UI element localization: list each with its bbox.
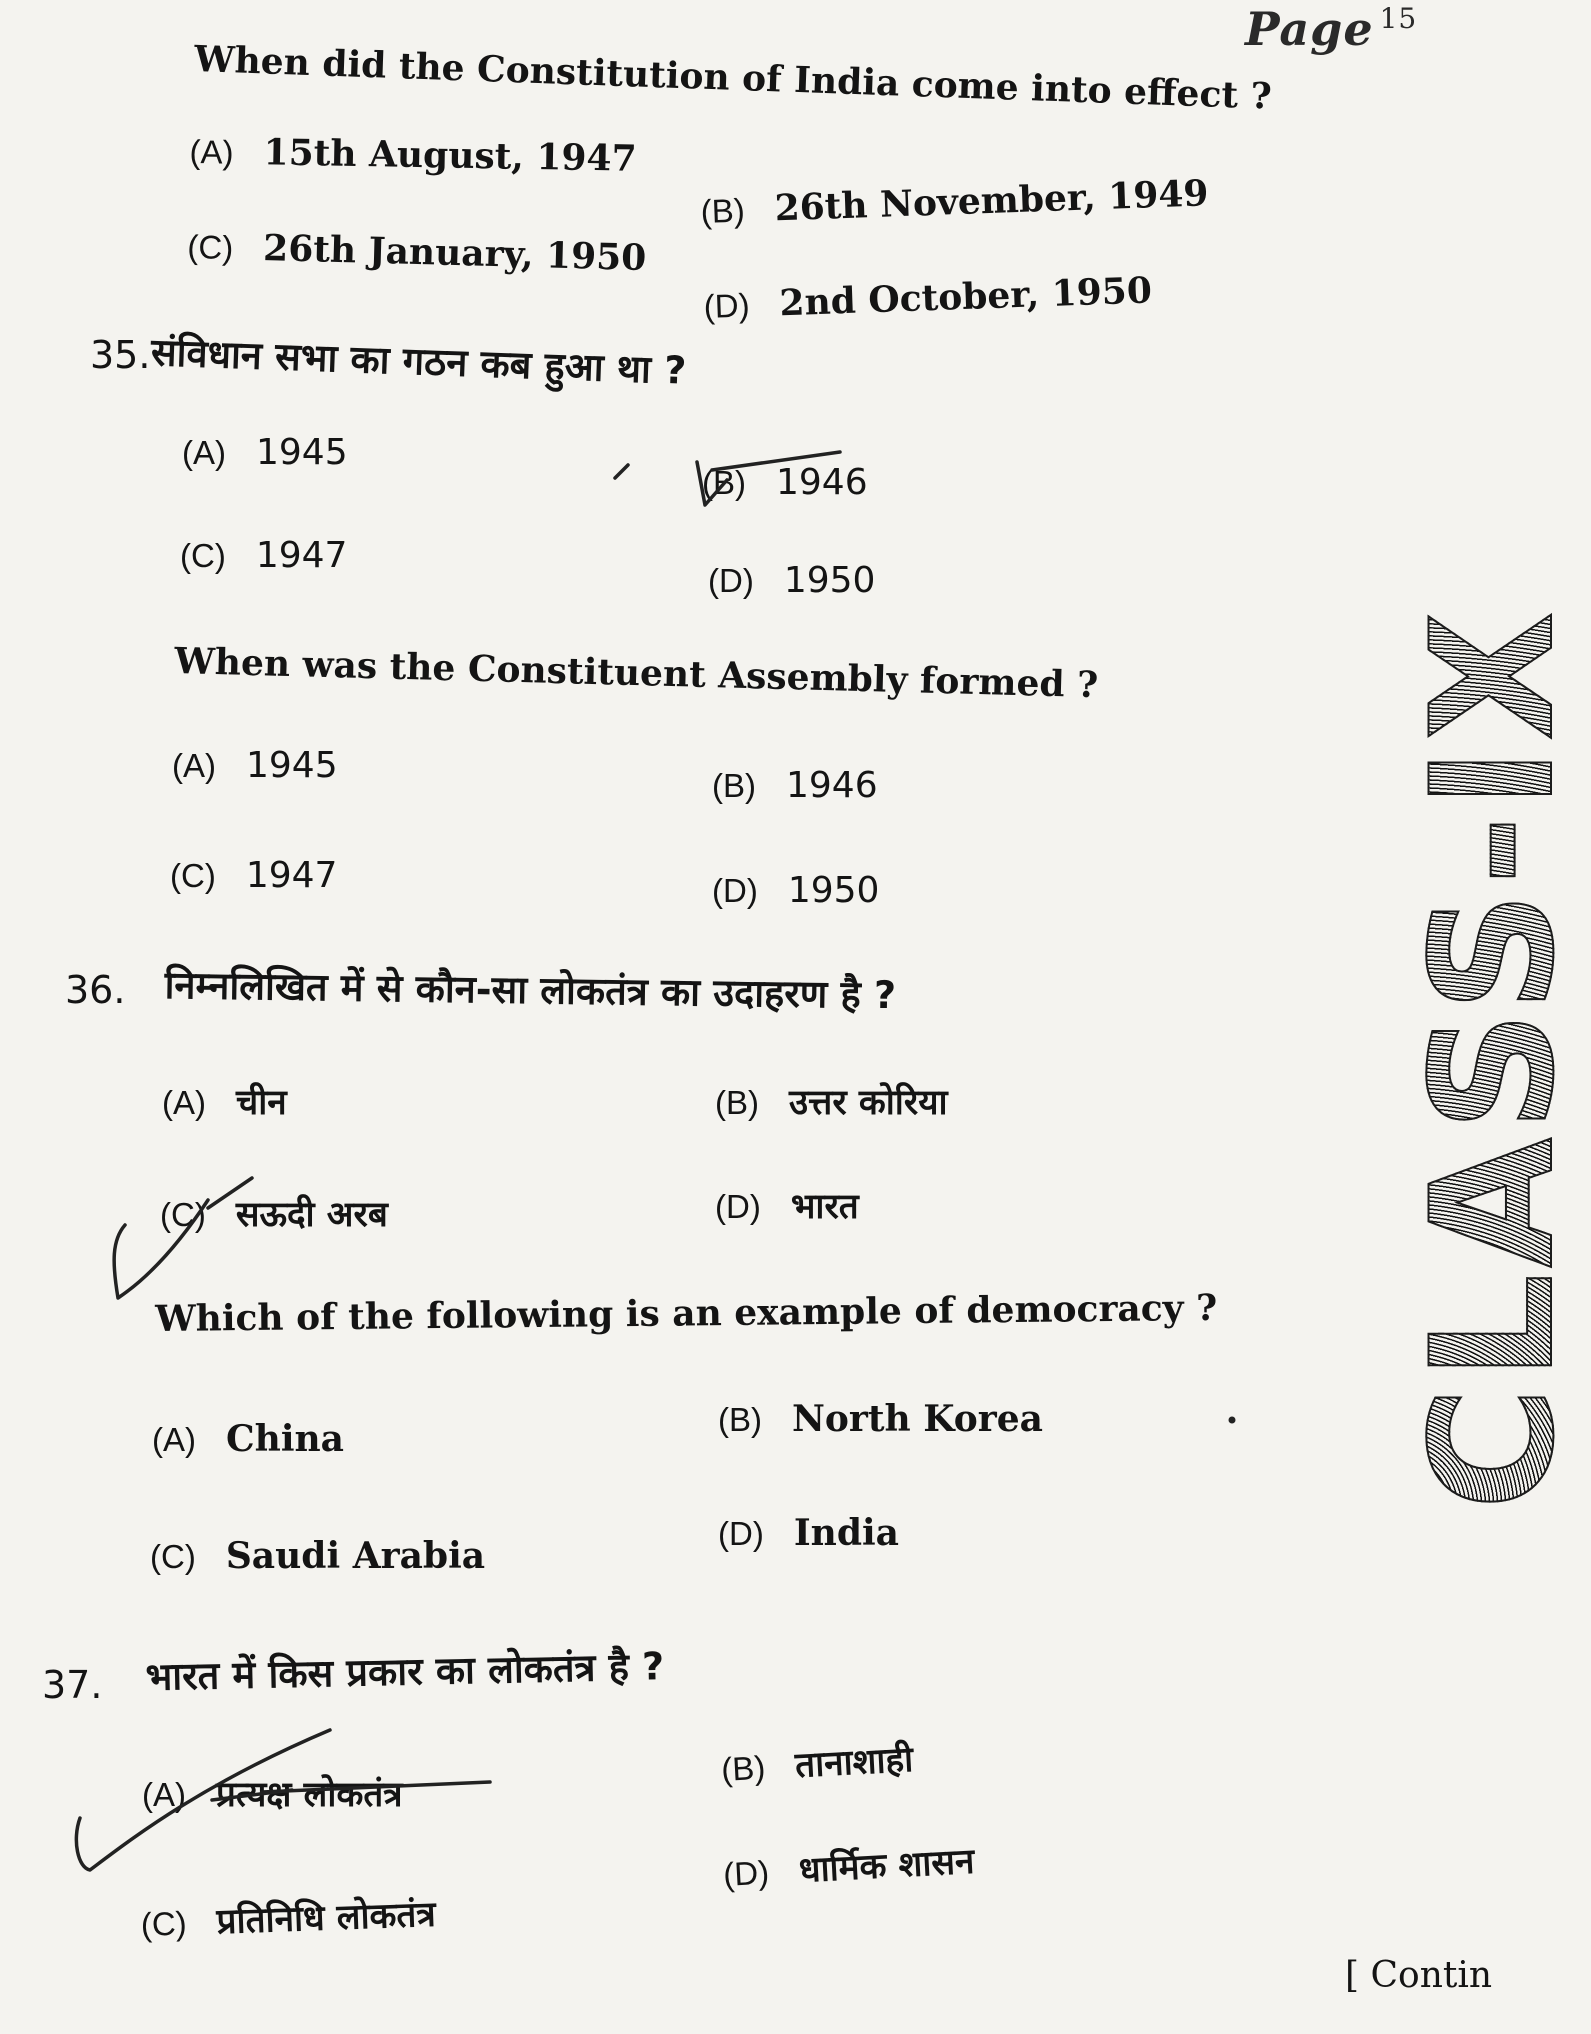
option-text: सऊदी अरब	[235, 1195, 388, 1235]
q35-english-text: When was the Constituent Assembly formed ?	[173, 640, 1099, 707]
option-letter: (C)	[180, 537, 226, 574]
q35-option-d	[712, 870, 879, 911]
option-letter: (C)	[140, 1904, 188, 1943]
q34-english-text: When did the Constitution of India come into effect ?	[193, 38, 1273, 118]
stray-dot	[1229, 1417, 1236, 1424]
option-text: 1946	[776, 462, 868, 503]
option-letter: (A)	[189, 132, 234, 171]
page-number-value: 15	[1379, 2, 1418, 35]
q37-hindi-option-d	[722, 1837, 976, 1897]
option-text: Saudi Arabia	[225, 1535, 486, 1577]
q36-option-a	[152, 1418, 344, 1460]
q37-number: 37.	[42, 1663, 103, 1707]
q34-option-d	[703, 269, 1153, 327]
continued-label: [ Contin	[1345, 1955, 1493, 1996]
option-letter: (A)	[142, 1776, 186, 1813]
option-text: 26th January, 1950	[262, 226, 647, 280]
option-text: भारत	[790, 1187, 859, 1227]
option-letter: (B)	[715, 1084, 759, 1121]
page-number	[1245, 2, 1417, 56]
option-text: तानाशाही	[794, 1739, 915, 1787]
option-text: 1947	[245, 855, 338, 896]
option-letter: (B)	[720, 1748, 767, 1788]
q36-hindi-option-b	[715, 1078, 948, 1125]
q35-option-b	[712, 765, 878, 806]
q36-hindi-option-a	[162, 1078, 287, 1125]
q37-hindi-option-b	[720, 1735, 914, 1792]
q36-number: 36.	[65, 968, 126, 1012]
stray-mark	[615, 465, 628, 478]
option-letter: (C)	[170, 857, 216, 894]
option-text: 1950	[783, 560, 876, 601]
option-text: धार्मिक शासन	[797, 1841, 976, 1891]
page-label: Page	[1245, 2, 1374, 56]
option-letter: (C)	[186, 227, 234, 267]
q36-english-text: Which of the following is an example of democracy ?	[155, 1286, 1218, 1340]
option-letter: (C)	[150, 1538, 196, 1575]
q37-hindi-option-a	[142, 1770, 403, 1817]
option-letter: (D)	[718, 1515, 764, 1552]
option-letter: (B)	[718, 1401, 762, 1438]
q36-option-c	[150, 1535, 485, 1577]
q36-option-d	[718, 1512, 899, 1554]
q35-hindi-option-d	[708, 560, 875, 601]
option-letter: (B)	[700, 191, 746, 230]
option-text: चीन	[236, 1083, 287, 1123]
q35-hindi-option-c	[180, 535, 347, 576]
q35-option-c	[170, 855, 337, 896]
q35-hindi-option-a	[182, 432, 348, 473]
option-text: 15th August, 1947	[263, 131, 637, 180]
option-letter: (B)	[702, 464, 746, 501]
option-text: 1947	[255, 535, 348, 576]
option-text: 1946	[786, 765, 878, 806]
option-letter: (A)	[152, 1421, 196, 1458]
option-text: North Korea	[792, 1398, 1043, 1440]
q34-option-a	[189, 130, 637, 180]
option-text: 1950	[787, 870, 880, 911]
q35-hindi-option-b	[702, 462, 868, 503]
option-letter: (D)	[722, 1853, 771, 1893]
option-letter: (D)	[708, 562, 754, 599]
option-text: India	[793, 1512, 899, 1554]
option-text: उत्तर कोरिया	[789, 1083, 948, 1123]
option-letter: (A)	[182, 434, 226, 471]
option-text: प्रतिनिधि लोकतंत्र	[215, 1894, 437, 1943]
q37-hindi-text: भारत में किस प्रकार का लोकतंत्र है ?	[145, 1644, 665, 1699]
option-text: 2nd October, 1950	[778, 269, 1153, 325]
option-letter: (D)	[712, 872, 758, 909]
option-text: 1945	[246, 745, 338, 786]
option-letter: (D)	[715, 1188, 761, 1225]
option-letter: (D)	[703, 286, 751, 325]
option-text: 26th November, 1949	[773, 172, 1210, 230]
q36-hindi-option-c	[160, 1190, 388, 1237]
q35-option-a	[172, 745, 338, 786]
q37-hindi-option-c	[140, 1890, 436, 1947]
q36-hindi-option-d	[715, 1182, 859, 1229]
option-letter: (C)	[160, 1196, 206, 1233]
option-text: प्रत्यक्ष लोकतंत्र	[216, 1775, 403, 1815]
q35-number: 35.	[90, 333, 151, 377]
option-letter: (A)	[172, 747, 216, 784]
option-text: 1945	[256, 432, 348, 473]
q34-option-b	[700, 172, 1209, 232]
q35-hindi-text: संविधान सभा का गठन कब हुआ था ?	[150, 329, 687, 393]
option-letter: (A)	[162, 1084, 206, 1121]
q36-option-b	[718, 1398, 1043, 1440]
option-letter: (B)	[712, 767, 756, 804]
q36-hindi-text: निम्नलिखित में से कौन-सा लोकतंत्र का उदाहरण है ?	[164, 962, 897, 1018]
class-label-vertical: CLASS-IX	[1395, 605, 1591, 1510]
option-text: China	[226, 1418, 345, 1460]
q34-option-c	[187, 225, 647, 279]
